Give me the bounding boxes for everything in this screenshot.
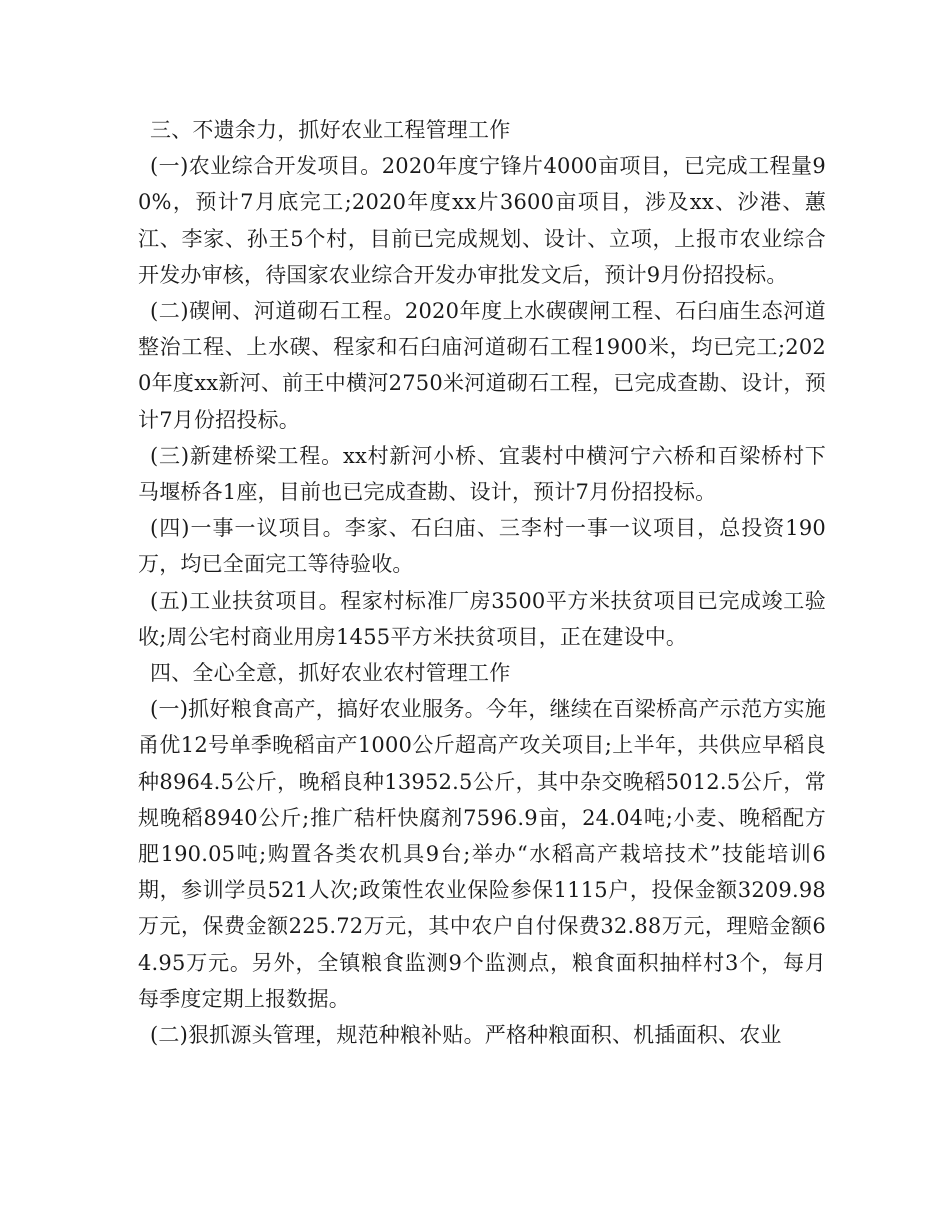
section-heading-four: 四、全心全意，抓好农业农村管理工作 [150, 661, 511, 686]
paragraph-agri-development: (一)农业综合开发项目。2020年度宁锋片4000亩项目，已完成工程量90%，预计7月底完工;2020年度xx片3600亩项目，涉及xx、沙港、蕙江、李家、孙王5个村，目前已完成规划、设计、立项，上报市农业综合开发办审核，待国家农业综合开发办审批发文后，预计9月份招投标。 [138, 154, 826, 287]
section-heading-three: 三、不遗余力，抓好农业工程管理工作 [150, 118, 511, 142]
document-body [138, 112, 826, 1053]
paragraph-sluice-river: (二)碶闸、河道砌石工程。2020年度上水碶碶闸工程、石臼庙生态河道整治工程、上水碶、程家和石臼庙河道砌石工程1900米，均已完工;2020年度xx新河、前王中横河2750米河道砌石工程，已完成查勘、设计，预计7月份招投标。 [138, 299, 826, 432]
paragraph-bridge: (三)新建桥梁工程。xx村新河小桥、宜裴村中横河宁六桥和百梁桥村下马堰桥各1座，目前也已完成查勘、设计，预计7月份招投标。 [138, 443, 826, 505]
paragraph-industrial-poverty: (五)工业扶贫项目。程家村标准厂房3500平方米扶贫项目已完成竣工验收;周公宅村商业用房1455平方米扶贫项目，正在建设中。 [138, 588, 826, 649]
paragraph-grain-subsidy: (二)狠抓源头管理，规范种粮补贴。严格种粮面积、机插面积、农业 [150, 1023, 782, 1048]
paragraph-grain-yield: (一)抓好粮食高产，搞好农业服务。今年，继续在百梁桥高产示范方实施甬优12号单季晚稻亩产1000公斤超高产攻关项目;上半年，共供应早稻良种8964.5公斤，晚稻良种13952.5公斤，其中杂交晚稻5012.5公斤，常规晚稻8940公斤;推广秸杆快腐剂7596.9亩，24.04吨;小麦、晚稻配方肥190.05吨;购置各类农机具9台;举办“水稻高产栽培技术”技能培训6期，参训学员521人次;政策性农业保险参保1115户，投保金额3209.98万元，保费金额225.72万元，其中农户自付保费32.88万元，理赔金额64.95万元。另外，全镇粮食监测9个监测点，粮食面积抽样村3个，每月每季度定期上报数据。 [138, 697, 826, 1011]
paragraph-one-matter: (四)一事一议项目。李家、石臼庙、三李村一事一议项目，总投资190万，均已全面完工等待验收。 [138, 516, 826, 577]
